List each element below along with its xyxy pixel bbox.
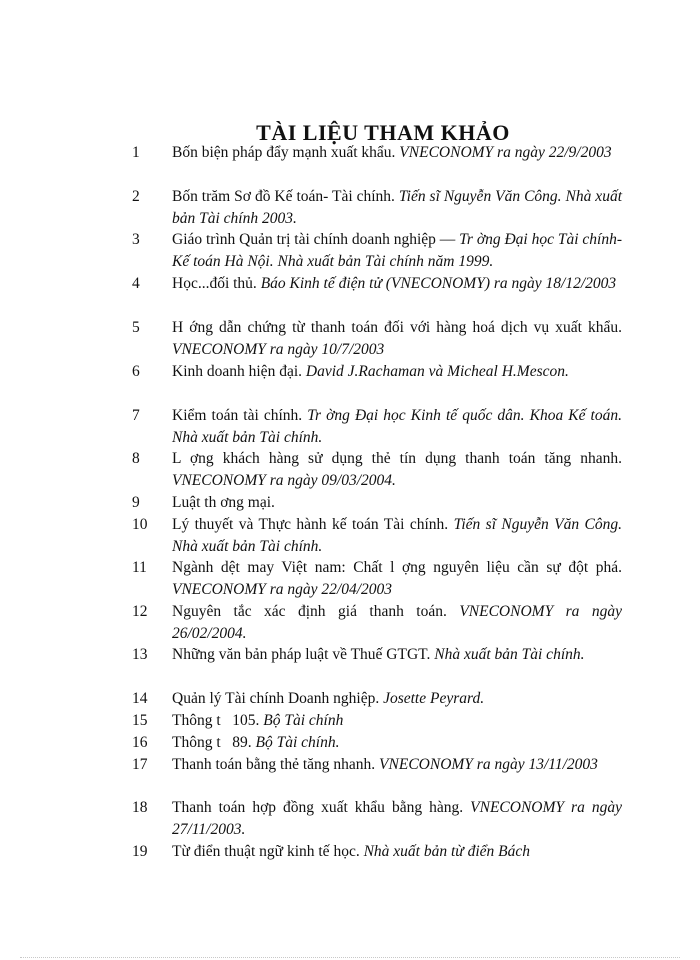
reference-number: 11 xyxy=(132,559,147,576)
reference-source: Nhà xuất bản Tài chính. xyxy=(434,646,585,663)
reference-number: 15 xyxy=(132,712,148,729)
reference-number: 8 xyxy=(132,450,140,467)
reference-source: VNECONOMY ra ngày 13/11/2003 xyxy=(379,756,598,773)
reference-text xyxy=(172,405,622,449)
reference-source: Báo Kinh tế điện tử (VNECONOMY) ra ngày 18/12/2003 xyxy=(260,275,617,292)
reference-number: 16 xyxy=(132,734,148,751)
reference-number: 2 xyxy=(132,188,140,205)
reference-title: Kinh doanh hiện đại. xyxy=(172,363,306,380)
reference-title: Quản lý Tài chính Doanh nghiệp. xyxy=(172,690,384,707)
reference-number: 18 xyxy=(132,799,148,816)
reference-title: Thanh toán hợp đồng xuất khẩu bằng hàng. xyxy=(172,799,471,816)
reference-number: 14 xyxy=(132,690,148,707)
reference-number: 4 xyxy=(132,275,140,292)
reference-text xyxy=(172,754,622,776)
reference-text xyxy=(172,361,622,383)
reference-number: 9 xyxy=(132,494,140,511)
reference-title: Học...đối thủ. xyxy=(172,275,261,292)
reference-source: Tiến sĩ Nguyễn Văn Công. Nhà xuất bản Tài chính 2003. xyxy=(172,188,622,227)
reference-text xyxy=(172,557,622,601)
reference-text xyxy=(172,317,622,361)
reference-number: 19 xyxy=(132,843,148,860)
reference-title: Nguyên tắc xác định giá thanh toán. xyxy=(172,603,460,620)
reference-number: 3 xyxy=(132,231,140,248)
reference-text xyxy=(172,797,622,841)
reference-source: Tiến sĩ Nguyễn Văn Công. Nhà xuất bản Tài chính. xyxy=(172,516,622,555)
reference-title: Thông t 105. xyxy=(172,712,264,729)
reference-title: Giáo trình Quản trị tài chính doanh nghiệp — xyxy=(172,231,460,248)
reference-title: Lý thuyết và Thực hành kế toán Tài chính. xyxy=(172,516,454,533)
reference-number: 6 xyxy=(132,363,140,380)
reference-source: Josette Peyrard. xyxy=(383,690,485,707)
reference-text xyxy=(172,514,622,558)
reference-source: Tr ờng Đại học Kinh tế quốc dân. Khoa Kế toán. Nhà xuất bản Tài chính. xyxy=(172,407,622,446)
reference-source: VNECONOMY ra ngày 10/7/2003 xyxy=(172,341,385,358)
reference-text xyxy=(172,273,622,295)
reference-title: Luật th ơng mại. xyxy=(172,494,275,511)
reference-number: 13 xyxy=(132,646,148,663)
reference-text xyxy=(172,644,622,666)
reference-title: L ợng khách hàng sử dụng thẻ tín dụng thanh toán tăng nhanh. xyxy=(172,450,622,467)
reference-number: 17 xyxy=(132,756,148,773)
reference-number: 5 xyxy=(132,319,140,336)
reference-text xyxy=(172,601,622,645)
reference-source: Nhà xuất bản từ điển Bách xyxy=(363,843,531,860)
reference-number: 10 xyxy=(132,516,148,533)
reference-title: Ngành dệt may Việt nam: Chất l ợng nguyên liệu cần sự đột phá. xyxy=(172,559,622,576)
reference-title: Thông t 89. xyxy=(172,734,256,751)
reference-source: VNECONOMY ra ngày 09/03/2004. xyxy=(172,472,396,489)
reference-text xyxy=(172,688,622,710)
reference-source: David J.Rachaman và Micheal H.Mescon. xyxy=(305,363,569,380)
reference-title: H ớng dẫn chứng từ thanh toán đối với hàng hoá dịch vụ xuất khẩu. xyxy=(172,319,622,336)
reference-text xyxy=(172,448,622,492)
reference-text xyxy=(172,142,622,164)
reference-number: 7 xyxy=(132,407,140,424)
reference-text xyxy=(172,492,622,514)
reference-source: VNECONOMY ra ngày 22/9/2003 xyxy=(399,144,612,161)
reference-text xyxy=(172,186,622,230)
page-bottom-divider xyxy=(20,957,680,958)
reference-number: 1 xyxy=(132,144,140,161)
reference-title: Từ điển thuật ngữ kinh tế học. xyxy=(172,843,364,860)
reference-source: VNECONOMY ra ngày 26/02/2004. xyxy=(172,603,622,642)
page-title: TÀI LIỆU THAM KHẢO xyxy=(256,120,510,145)
reference-source: Bộ Tài chính. xyxy=(255,734,340,751)
reference-source: Tr ờng Đại học Tài chính- Kế toán Hà Nội. Nhà xuất bản Tài chính năm 1999. xyxy=(172,231,622,270)
reference-title: Thanh toán bằng thẻ tăng nhanh. xyxy=(172,756,380,773)
reference-text xyxy=(172,229,622,273)
reference-source: VNECONOMY ra ngày 27/11/2003. xyxy=(172,799,622,838)
reference-title: Kiểm toán tài chính. xyxy=(172,407,308,424)
reference-source: Bộ Tài chính xyxy=(263,712,344,729)
reference-title: Những văn bản pháp luật về Thuế GTGT. xyxy=(172,646,435,663)
reference-title: Bốn trăm Sơ đồ Kế toán- Tài chính. xyxy=(172,188,399,205)
reference-title: Bốn biện pháp đẩy mạnh xuất khẩu. xyxy=(172,144,400,161)
reference-number: 12 xyxy=(132,603,148,620)
reference-text xyxy=(172,710,622,732)
reference-text xyxy=(172,841,622,863)
reference-source: VNECONOMY ra ngày 22/04/2003 xyxy=(172,581,393,598)
reference-text xyxy=(172,732,622,754)
